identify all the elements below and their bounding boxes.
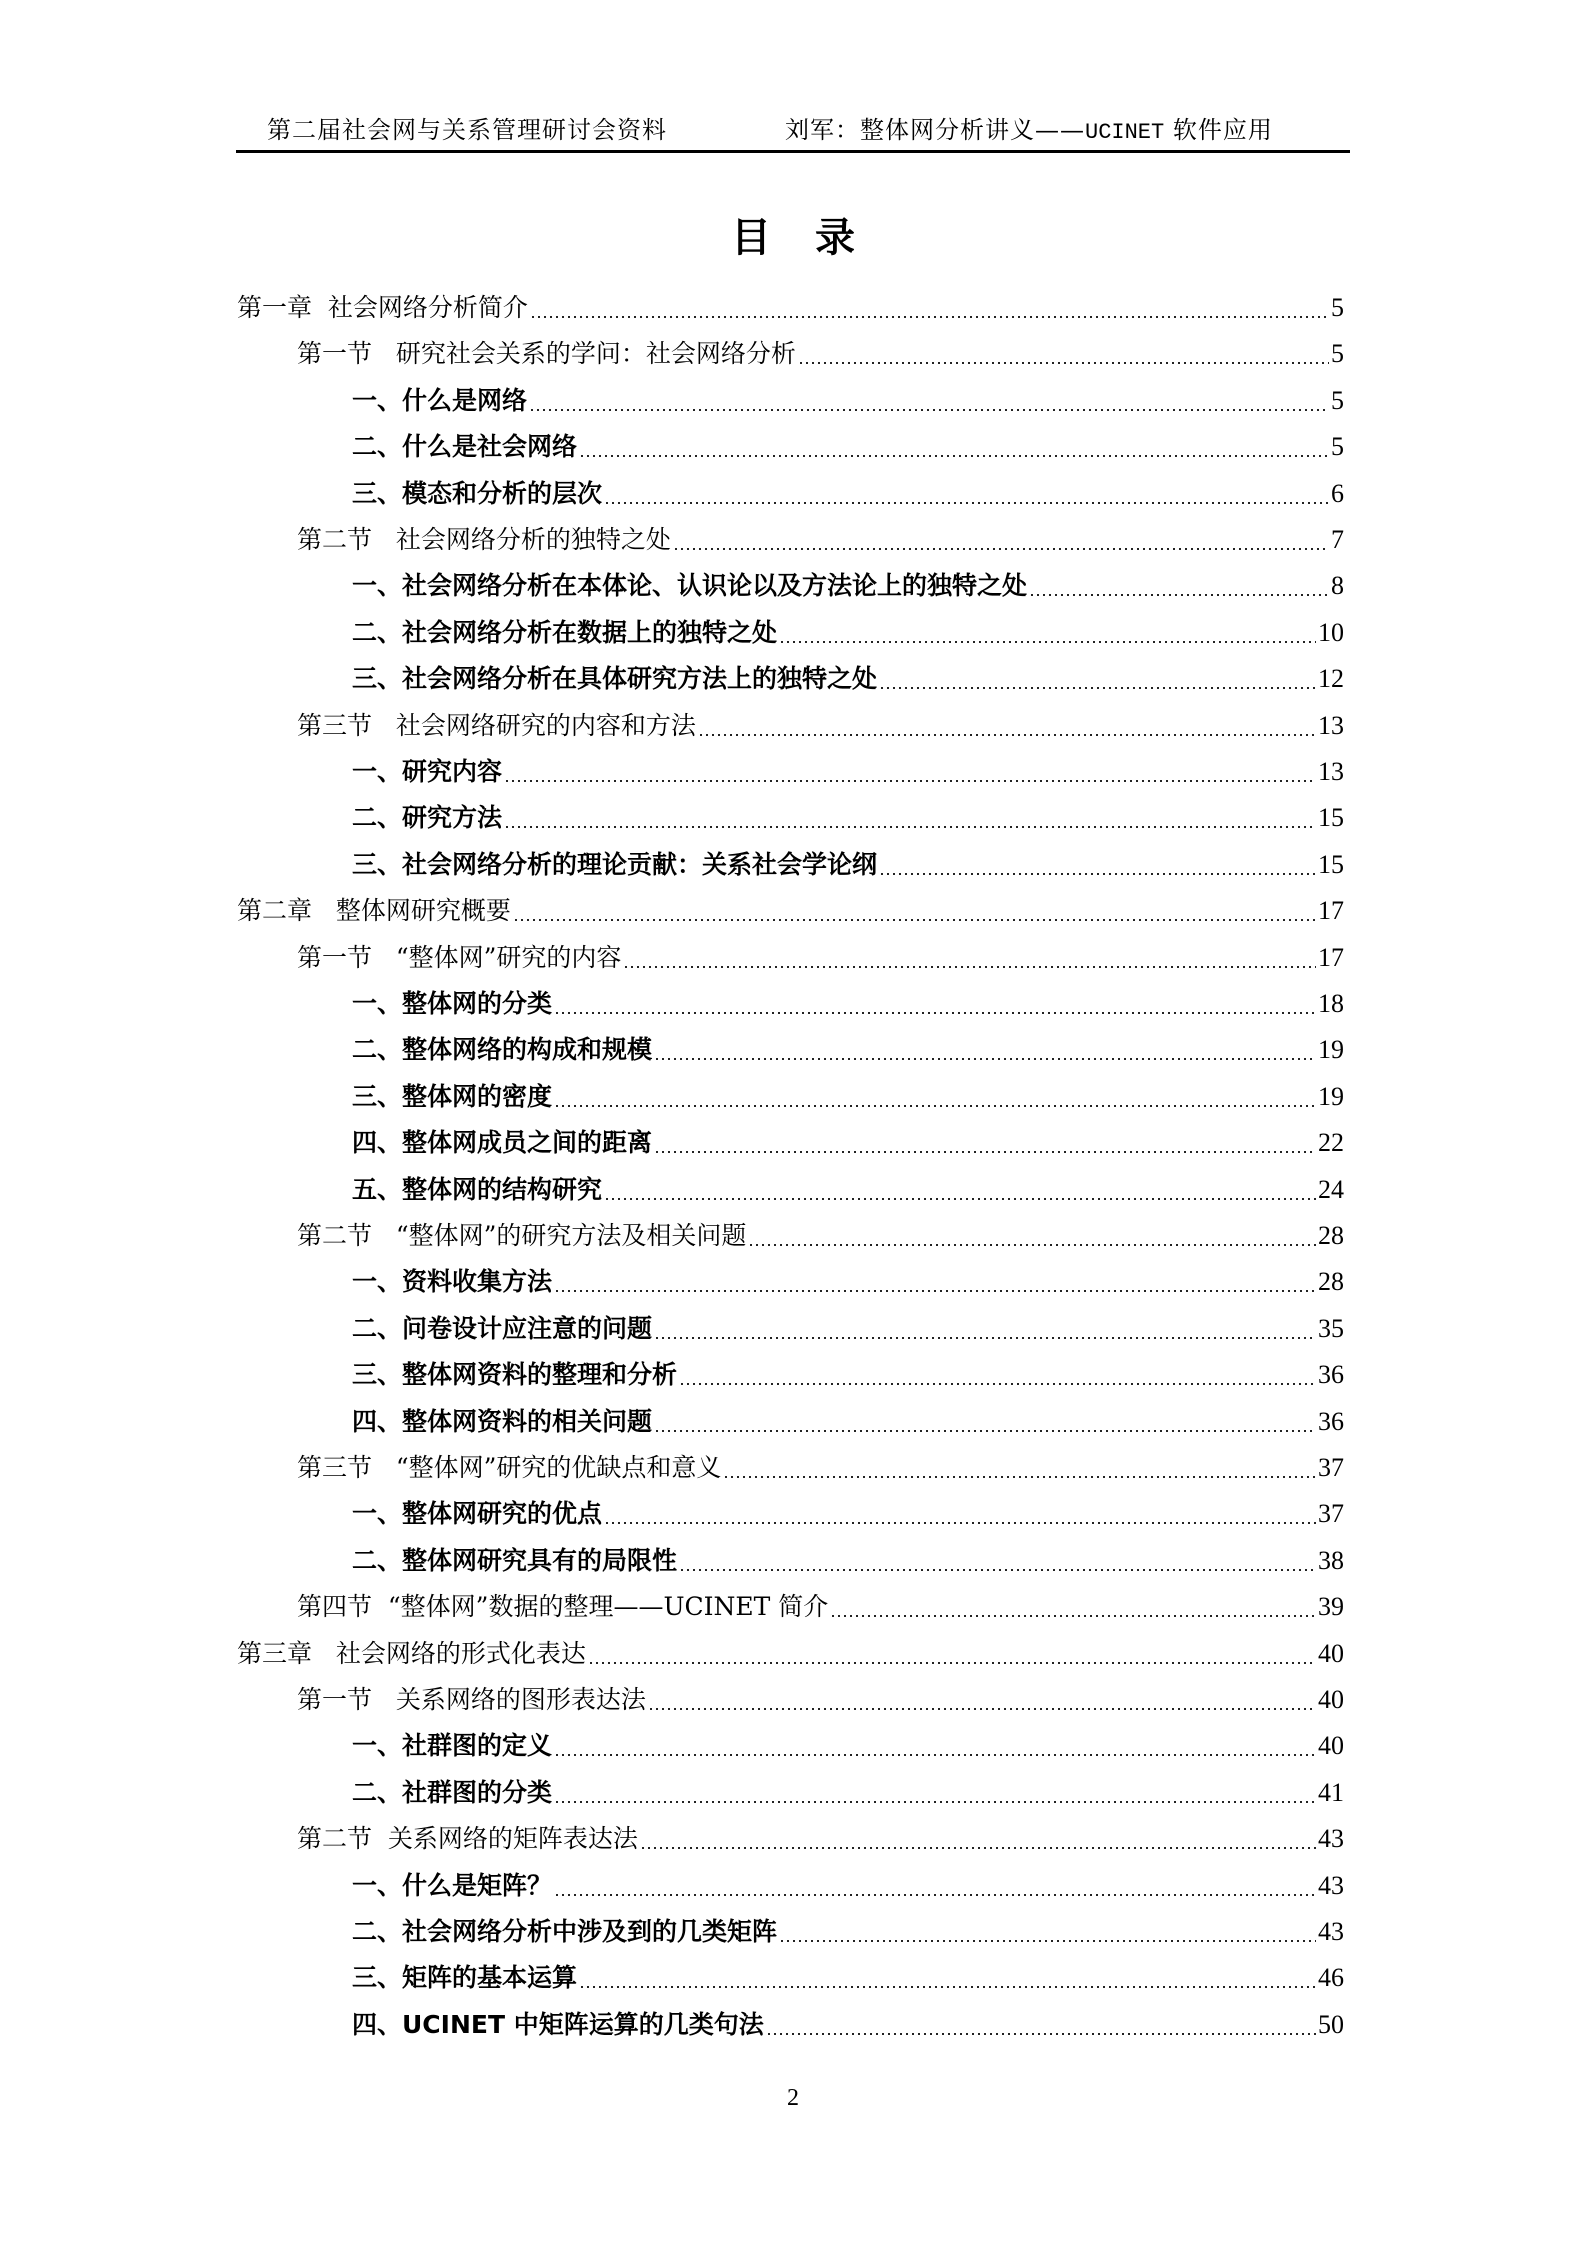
toc-entry-label: 一、资料收集方法 [352,1267,553,1297]
dot-leader [648,1708,1316,1710]
toc-subsection-entry[interactable] [352,1352,1344,1398]
dot-leader [654,1058,1316,1060]
toc-entry-label: 第一节 “整体网”研究的内容 [297,942,622,972]
toc-subsection-entry[interactable] [352,378,1344,424]
toc-entry-label: 三、整体网资料的整理和分析 [352,1360,678,1390]
toc-entry-label: 一、社会网络分析在本体论、认识论以及方法论上的独特之处 [352,571,1028,601]
toc-entry-page-number: 36 [1318,1360,1344,1390]
toc-entry-page-number: 36 [1318,1406,1344,1436]
toc-subsection-entry[interactable] [352,656,1344,702]
toc-subsection-entry[interactable] [352,1723,1344,1769]
dot-leader [513,919,1316,921]
toc-entry-label: 第三节 “整体网”研究的优缺点和意义 [297,1453,722,1482]
dot-leader [879,873,1316,875]
toc-subsection-entry[interactable] [352,1955,1344,2001]
toc-section-entry[interactable] [297,1213,1344,1259]
header-conference-title: 第二届社会网与关系管理研讨会资料 [267,116,667,144]
toc-subsection-entry[interactable] [352,563,1344,609]
toc-entry-page-number: 28 [1318,1267,1344,1297]
dot-leader [554,1754,1316,1756]
toc-entry-label: 第二节 社会网络分析的独特之处 [297,525,671,554]
toc-entry-page-number: 35 [1318,1313,1344,1343]
dot-leader [673,548,1329,550]
dot-leader [679,1569,1316,1571]
dot-leader [530,316,1329,318]
toc-entry-label: 一、整体网的分类 [352,989,553,1018]
toc-subsection-entry[interactable] [352,795,1344,841]
toc-entry-page-number: 7 [1331,525,1344,554]
toc-entry-label: 第二节 关系网络的矩阵表达法 [297,1824,638,1854]
toc-entry-page-number: 12 [1318,664,1344,694]
toc-subsection-entry[interactable] [352,1074,1344,1120]
toc-entry-label: 一、研究内容 [352,757,503,786]
toc-entry-label: 第二节 “整体网”的研究方法及相关问题 [297,1221,747,1250]
toc-section-entry[interactable] [297,1816,1344,1862]
toc-entry-label: 二、研究方法 [352,803,503,833]
toc-section-entry[interactable] [297,1677,1344,1723]
toc-entry-page-number: 22 [1318,1128,1344,1158]
toc-entry-page-number: 37 [1318,1499,1344,1529]
toc-subsection-entry[interactable] [352,1491,1344,1537]
toc-section-entry[interactable] [297,935,1344,981]
toc-entry-label: 三、整体网的密度 [352,1081,553,1111]
toc-subsection-entry[interactable] [352,1259,1344,1305]
dot-leader [529,409,1329,411]
toc-section-entry[interactable] [297,703,1344,749]
dot-leader [604,1198,1316,1200]
header-lecture-title [785,112,1273,151]
toc-entry-page-number: 19 [1318,1081,1344,1111]
toc-entry-page-number: 5 [1331,385,1344,415]
toc-subsection-entry[interactable] [352,981,1344,1027]
toc-entry-page-number: 43 [1318,1870,1344,1900]
toc-entry-page-number: 38 [1318,1545,1344,1575]
toc-chapter-entry[interactable] [237,888,1344,934]
dot-leader [654,1151,1316,1153]
toc-subsection-entry[interactable] [352,424,1344,470]
toc-entry-label: 第三节 社会网络研究的内容和方法 [297,710,696,740]
toc-entry-page-number: 17 [1318,942,1344,972]
toc-entry-page-number: 41 [1318,1777,1344,1807]
header-lecture-prefix: 刘军：整体网分析讲义—— [785,116,1085,144]
toc-entry-label: 二、社会网络分析中涉及到的几类矩阵 [352,1917,778,1946]
toc-entry-page-number: 19 [1318,1035,1344,1065]
toc-entry-label: 第四节 “整体网”数据的整理——UCINET 简介 [297,1592,829,1622]
dot-leader [654,1337,1316,1339]
toc-entry-label: 二、问卷设计应注意的问题 [352,1313,653,1343]
dot-leader [830,1615,1316,1617]
toc-entry-label: 一、整体网研究的优点 [352,1499,603,1529]
dot-leader [604,1522,1316,1524]
toc-entry-page-number: 5 [1331,339,1344,369]
toc-section-entry[interactable] [297,1584,1344,1630]
toc-subsection-entry[interactable] [352,749,1344,795]
toc-entry-page-number: 39 [1318,1592,1344,1622]
header-rule [236,150,1350,153]
dot-leader [579,455,1329,457]
dot-leader [779,641,1316,643]
toc-entry-label: 第一节 研究社会关系的学问：社会网络分析 [297,339,796,369]
toc-entry-page-number: 18 [1318,989,1344,1018]
toc-entry-page-number: 43 [1318,1917,1344,1946]
toc-entry-page-number: 8 [1331,571,1344,601]
toc-entry-label: 三、模态和分析的层次 [352,478,603,508]
dot-leader [554,1290,1316,1292]
toc-subsection-entry[interactable] [352,1120,1344,1166]
toc-subsection-entry[interactable] [352,610,1344,656]
toc-section-entry[interactable] [297,517,1344,563]
toc-entry-page-number: 13 [1318,710,1344,740]
toc-subsection-entry[interactable] [352,471,1344,517]
toc-subsection-entry[interactable] [352,1027,1344,1073]
toc-subsection-entry[interactable] [352,1538,1344,1584]
toc-entry-label: 五、整体网的结构研究 [352,1174,603,1204]
toc-entry-label: 一、什么是网络 [352,385,528,415]
dot-leader [698,734,1316,736]
toc-entry-label: 三、社会网络分析在具体研究方法上的独特之处 [352,664,878,694]
header-lecture-suffix: 软件应用 [1164,116,1273,144]
toc-subsection-entry[interactable] [352,1909,1344,1955]
toc-entry-page-number: 50 [1318,2009,1344,2039]
dot-leader [879,687,1316,689]
toc-entry-page-number: 46 [1318,1963,1344,1993]
toc-entry-page-number: 15 [1318,849,1344,879]
toc-entry-label: 第一章 社会网络分析简介 [237,293,528,322]
toc-entry-label: 第二章 整体网研究概要 [237,896,511,926]
toc-subsection-entry[interactable] [352,1167,1344,1213]
toc-entry-label: 第三章 社会网络的形式化表达 [237,1638,586,1668]
dot-leader [748,1244,1316,1246]
dot-leader [798,362,1329,364]
dot-leader [554,1012,1316,1014]
dot-leader [654,1430,1316,1432]
dot-leader [554,1801,1316,1803]
dot-leader [679,1383,1316,1385]
toc-entry-label: 二、什么是社会网络 [352,432,578,462]
toc-subsection-entry[interactable] [352,1770,1344,1816]
toc-chapter-entry[interactable] [237,1631,1344,1677]
toc-entry-page-number: 5 [1331,293,1344,322]
page-title: 目录 [731,215,899,261]
toc-entry-label: 一、什么是矩阵？ [352,1870,553,1900]
dot-leader [579,1986,1316,1988]
toc-subsection-entry[interactable] [352,842,1344,888]
dot-leader [554,1105,1316,1107]
toc-entry-label: 四、整体网成员之间的距离 [352,1128,653,1158]
toc-entry-page-number: 40 [1318,1731,1344,1761]
toc-subsection-entry[interactable] [352,1306,1344,1352]
header-lecture-software: UCINET [1085,120,1165,145]
running-header [236,110,1350,150]
toc-entry-label: 一、社群图的定义 [352,1731,553,1761]
toc-chapter-entry[interactable] [237,285,1344,331]
toc-entry-page-number: 40 [1318,1638,1344,1668]
dot-leader [766,2033,1316,2035]
toc-entry-label: 四、UCINET 中矩阵运算的几类句法 [352,2009,764,2039]
toc-subsection-entry[interactable] [352,1863,1344,1909]
dot-leader [779,1940,1316,1942]
toc-entry-label: 三、社会网络分析的理论贡献：关系社会学论纲 [352,849,878,879]
toc-section-entry[interactable] [297,1445,1344,1491]
toc-section-entry[interactable] [297,331,1344,377]
toc-entry-page-number: 6 [1331,478,1344,508]
dot-leader [588,1662,1316,1664]
toc-entry-label: 二、整体网研究具有的局限性 [352,1545,678,1575]
toc-entry-label: 二、社群图的分类 [352,1777,553,1807]
toc-entry-label: 二、社会网络分析在数据上的独特之处 [352,617,778,647]
toc-entry-label: 第一节 关系网络的图形表达法 [297,1685,646,1714]
toc-entry-page-number: 40 [1318,1685,1344,1714]
toc-entry-page-number: 24 [1318,1174,1344,1204]
toc-entry-page-number: 37 [1318,1453,1344,1482]
page-number: 2 [787,2085,799,2111]
toc-entry-page-number: 15 [1318,803,1344,833]
toc-entry-page-number: 43 [1318,1824,1344,1854]
toc-entry-page-number: 10 [1318,617,1344,647]
toc-entry-page-number: 17 [1318,896,1344,926]
dot-leader [1029,594,1329,596]
toc-entry-page-number: 28 [1318,1221,1344,1250]
dot-leader [504,826,1316,828]
toc-subsection-entry[interactable] [352,2002,1344,2048]
toc-entry-label: 三、矩阵的基本运算 [352,1963,578,1993]
toc-entry-label: 四、整体网资料的相关问题 [352,1406,653,1436]
toc-entry-page-number: 5 [1331,432,1344,462]
dot-leader [504,780,1316,782]
dot-leader [604,502,1329,504]
dot-leader [723,1476,1316,1478]
dot-leader [554,1894,1316,1896]
toc-entry-page-number: 13 [1318,757,1344,786]
toc-entry-label: 二、整体网络的构成和规模 [352,1035,653,1065]
toc-subsection-entry[interactable] [352,1399,1344,1445]
dot-leader [623,966,1316,968]
dot-leader [640,1847,1316,1849]
